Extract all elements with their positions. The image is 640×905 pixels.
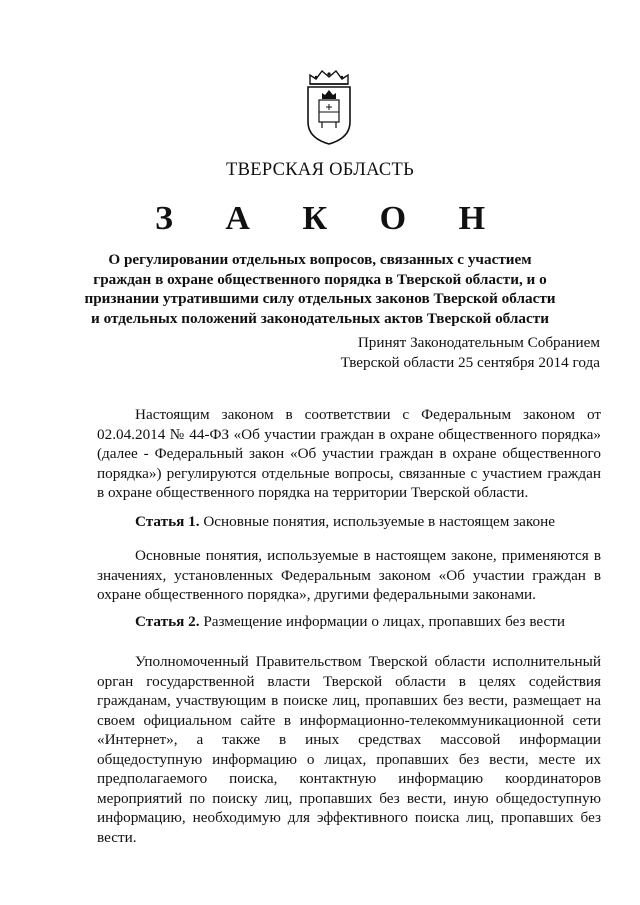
tver-coat-of-arms-icon [302,66,356,146]
law-title: О регулировании отдельных вопросов, связанных с участием граждан в охране общественного порядка в Тверской области, и о признании утратившими силу отдельных законов Тверской области и отдельных положений законодательных актов Тверской области [84,251,556,327]
article-2-number: Статья 2. [135,613,200,630]
article-2-heading [97,612,601,632]
preamble-paragraph: Настоящим законом в соответствии с Федеральным законом от 02.04.2014 № 44-ФЗ «Об участии граждан в охране общественного порядка» (далее - Федеральный закон «Об участии граждан в охране общественного порядка») регулируются отдельные вопросы, связанные с участием граждан в охране общественного порядка на территории Тверской области. [97,406,601,501]
document-type: З А К О Н [154,200,508,237]
article-1-number: Статья 1. [135,513,200,530]
region-name: ТВЕРСКАЯ ОБЛАСТЬ [225,160,415,180]
adoption-line-1: Принят Законодательным Собранием [357,334,600,351]
article-1-heading [97,512,601,532]
article-2-text: Уполномоченный Правительством Тверской области исполнительный орган государственной власти Тверской области в целях содействия гражданам, участвующим в поиске лиц, пропавших без вести, размещает на своем официальном сайте в информационно-телекоммуникационной сети «Интернет», а также в иных средствах массовой информации общедоступную информацию о лицах, пропавших без вести, месте их предполагаемого поиска, контактную информацию координаторов мероприятий по поиску лиц, пропавших без вести, иную общедоступную информацию, необходимую для эффективного поиска лиц, пропавших без вести. [97,653,601,846]
article-1-text: Основные понятия, используемые в настоящем законе, применяются в значениях, установленных Федеральным законом «Об участии граждан в охране общественного порядка», другими федеральными законами. [97,547,601,603]
article-1-title: Основные понятия, используемые в настоящем законе [203,513,555,530]
article-2-title: Размещение информации о лицах, пропавших без вести [203,613,566,630]
adoption-line-2: Тверской области 25 сентября 2014 года [340,353,600,371]
adoption-note [341,333,600,372]
